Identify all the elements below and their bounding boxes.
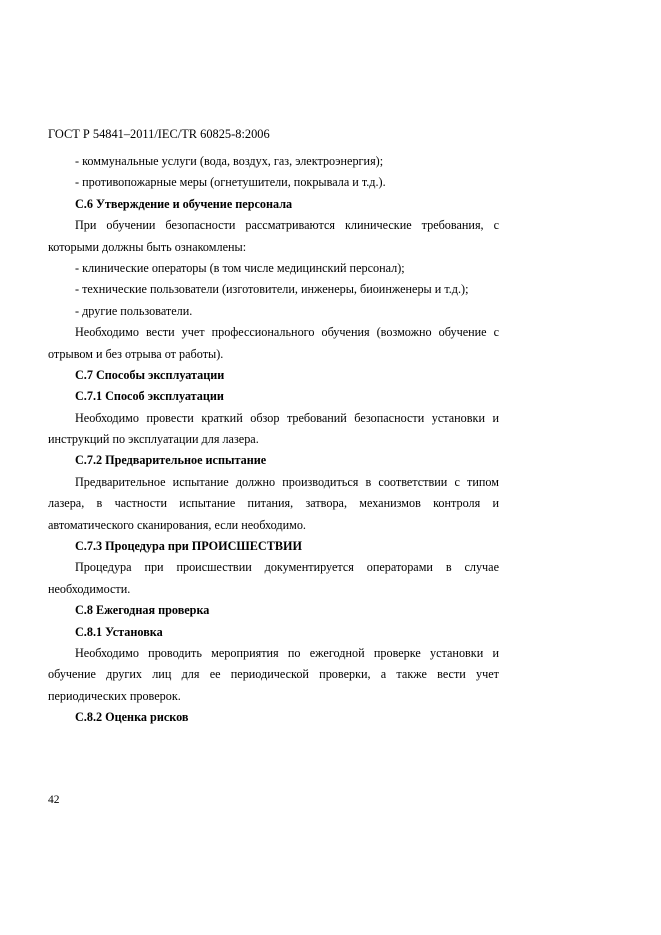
list-item: - противопожарные меры (огнетушители, покрывала и т.д.). xyxy=(75,175,386,190)
paragraph-line: которыми должны быть ознакомлены: xyxy=(48,239,247,254)
subsection-heading: С.7.1 Способ эксплуатации xyxy=(75,389,224,404)
paragraph-line: лазера, в частности испытание питания, затвора, механизмов контроля и xyxy=(48,496,499,511)
paragraph-line: периодических проверок. xyxy=(48,688,181,703)
paragraph-line: Необходимо вести учет профессионального обучения (возможно обучение с xyxy=(75,325,499,340)
section-heading: С.7 Способы эксплуатации xyxy=(75,367,225,382)
paragraph-line: Необходимо провести краткий обзор требований безопасности установки и xyxy=(75,410,499,425)
page-number: 42 xyxy=(48,794,60,806)
subsection-heading: С.7.3 Процедура при ПРОИСШЕСТВИИ xyxy=(75,539,302,554)
subsection-heading: С.8.1 Установка xyxy=(75,624,163,639)
paragraph-line: отрывом и без отрыва от работы). xyxy=(48,346,224,361)
list-item: - другие пользователи. xyxy=(75,303,193,318)
subsection-heading: С.7.2 Предварительное испытание xyxy=(75,453,267,468)
paragraph-line: обучение других лиц для ее периодической проверки, а также вести учет xyxy=(48,667,499,682)
paragraph-line: автоматического сканирования, если необходимо. xyxy=(48,517,306,532)
paragraph-line: инструкций по эксплуатации для лазера. xyxy=(48,432,259,447)
section-heading: С.6 Утверждение и обучение персонала xyxy=(75,196,293,211)
list-item: - клинические операторы (в том числе медицинский персонал); xyxy=(75,260,405,275)
paragraph-line: Процедура при происшествии документируется операторами в случае xyxy=(75,560,499,575)
list-item: - технические пользователи (изготовители, инженеры, биоинженеры и т.д.); xyxy=(75,282,469,297)
subsection-heading: С.8.2 Оценка рисков xyxy=(75,710,189,725)
paragraph-line: При обучении безопасности рассматриваются клинические требования, с xyxy=(75,218,499,233)
document-header: ГОСТ Р 54841–2011/IEC/TR 60825-8:2006 xyxy=(48,127,270,141)
paragraph-line: Необходимо проводить мероприятия по ежегодной проверке установки и xyxy=(75,645,499,660)
section-heading: С.8 Ежегодная проверка xyxy=(75,603,210,618)
list-item: - коммунальные услуги (вода, воздух, газ, электроэнергия); xyxy=(75,154,384,168)
paragraph-line: необходимости. xyxy=(48,581,131,596)
document-body xyxy=(48,151,499,729)
paragraph-line: Предварительное испытание должно производиться в соответствии с типом xyxy=(75,474,499,489)
